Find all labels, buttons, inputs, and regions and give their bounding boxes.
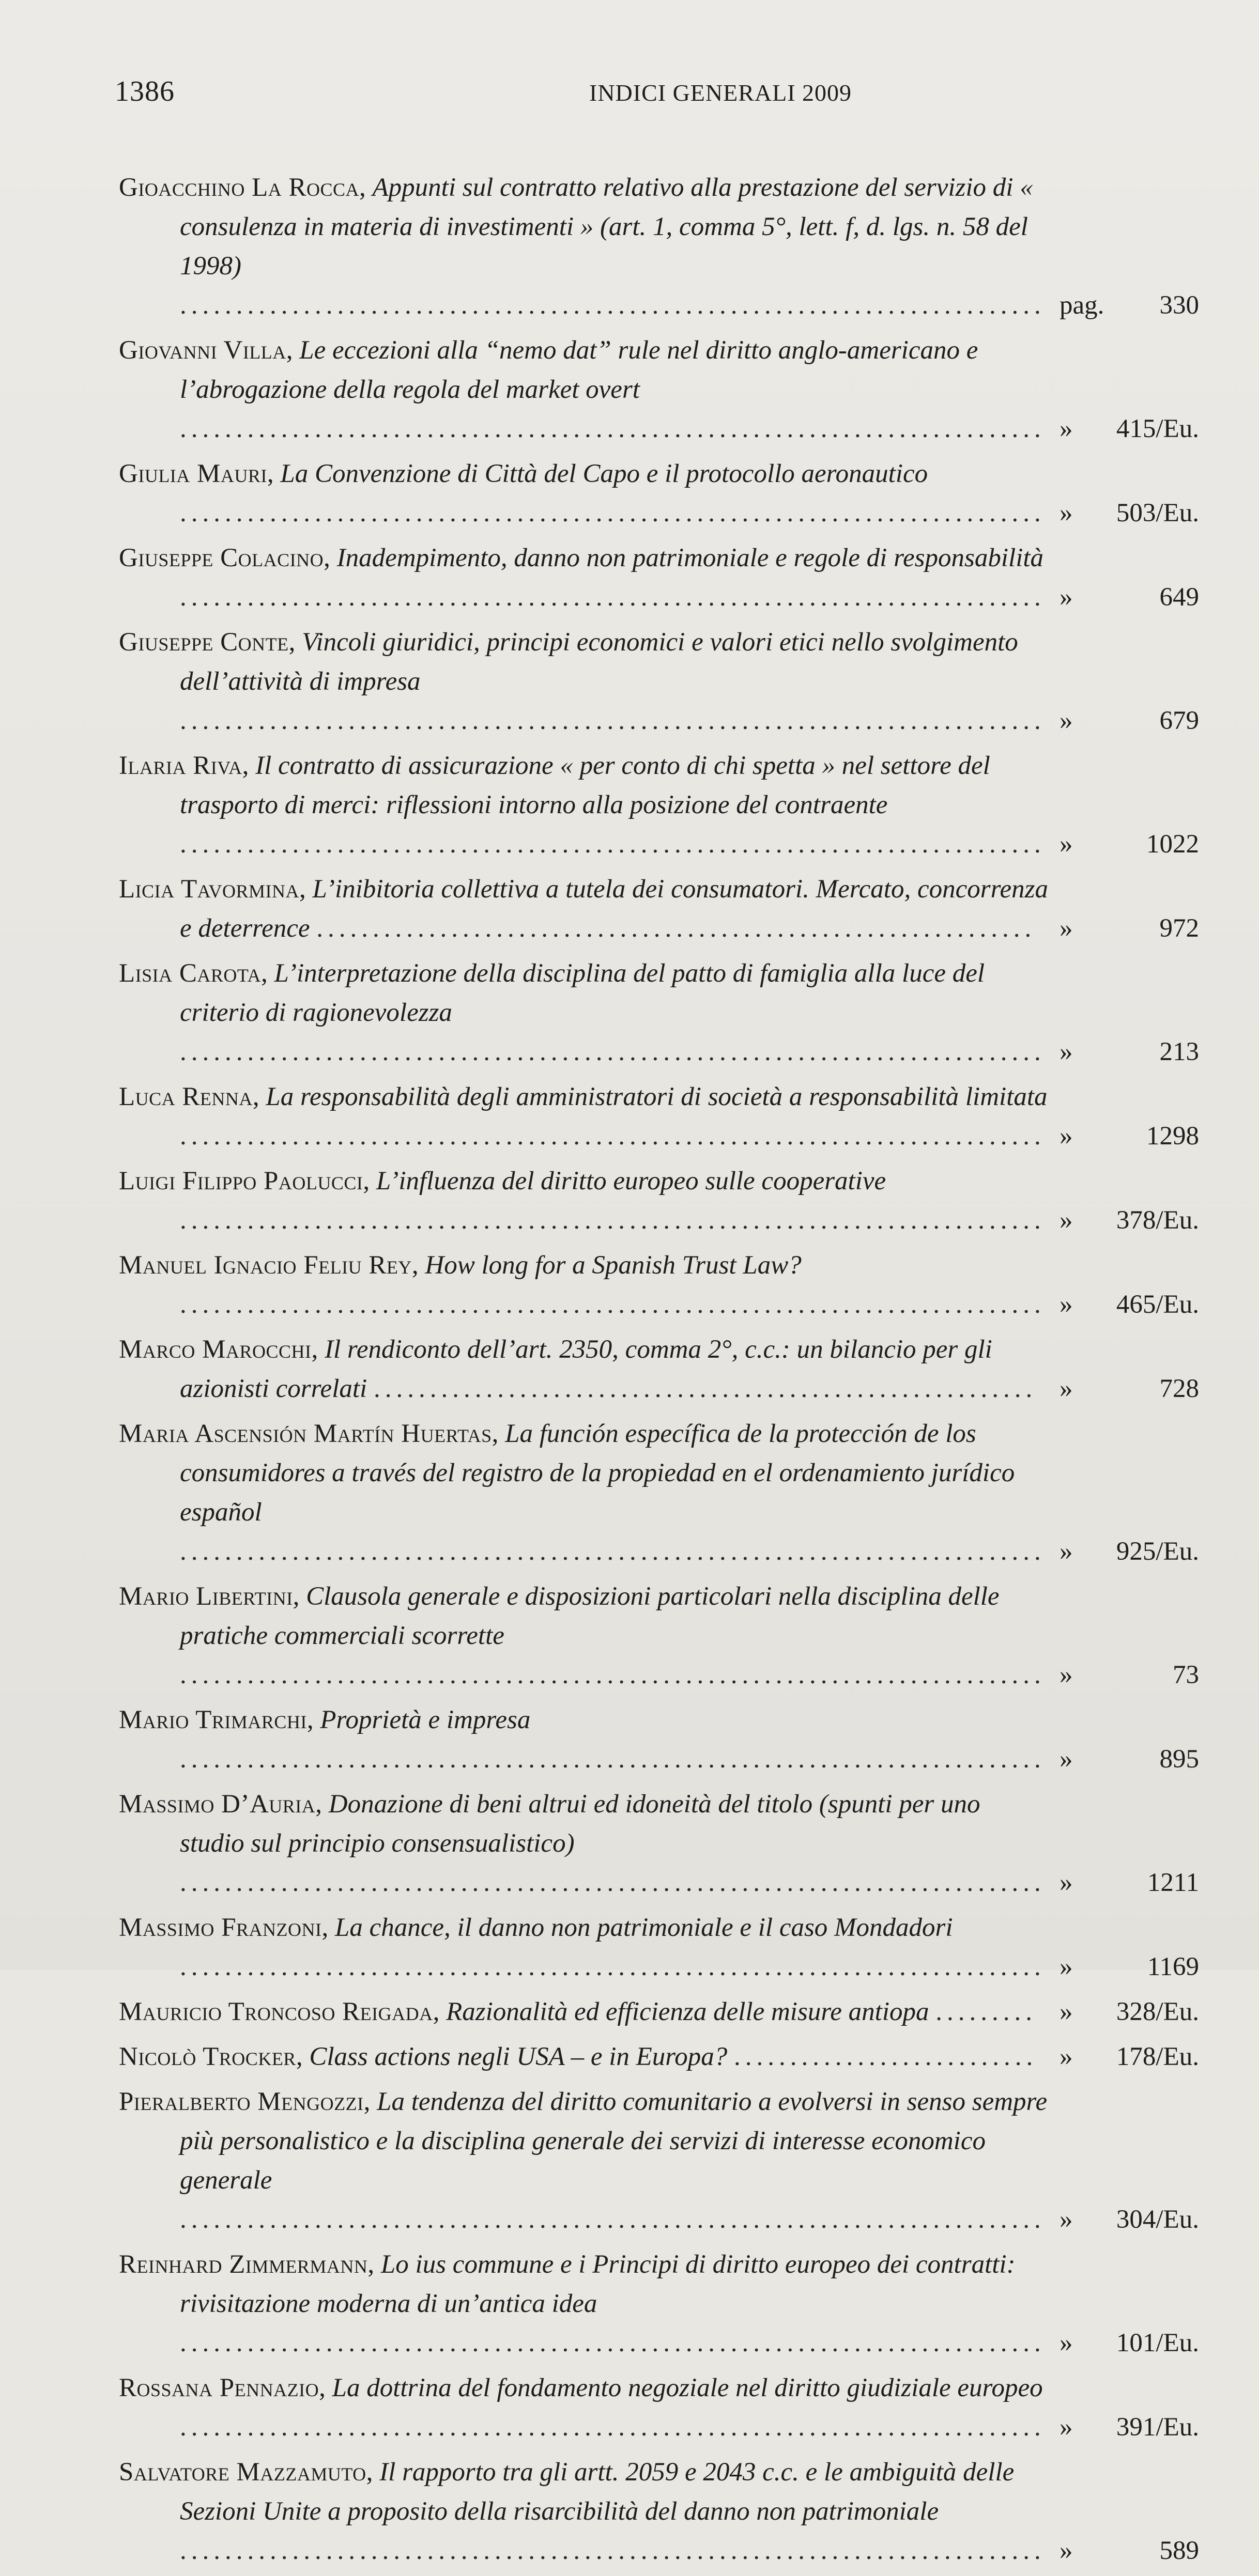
- dot-leader: .............................................................................: [180, 1868, 1046, 1897]
- entry-text: Ilaria Riva, Il contratto di assicurazione « per conto di chi spetta » nel settore del trasporto di merci: riflessioni intorno alla posizione del contraente .............................................................................: [119, 751, 1046, 859]
- index-entry: [119, 1077, 1199, 1156]
- entry-text: Mario Libertini, Clausola generale e disposizioni particolari nella disciplina delle pratiche commerciali scorrette .............................................................................: [119, 1582, 1046, 1689]
- ditto-mark: »: [1060, 1745, 1073, 1774]
- ditto-mark: »: [1060, 2042, 1073, 2071]
- page-reference: [1054, 1032, 1199, 1072]
- index-entry: [119, 1161, 1199, 1240]
- page-reference: [1054, 2323, 1199, 2363]
- entry-title: La tendenza del diritto comunitario a evolversi in senso sempre più personalistico e la disciplina generale dei servizi di interesse economico generale: [180, 2087, 1048, 2195]
- ditto-mark: »: [1060, 1037, 1073, 1066]
- entry-title: Proprietà e impresa: [320, 1705, 531, 1734]
- dot-leader: .............................................................................: [180, 291, 1046, 320]
- entry-title: Vincoli giuridici, principi economici e valori etici nello svolgimento dell’attività di impresa: [180, 628, 1018, 696]
- ditto-mark: »: [1060, 499, 1073, 527]
- page-number-ref: 391/Eu.: [1116, 2413, 1199, 2442]
- index-entry: [119, 2368, 1199, 2447]
- page-reference: [1054, 578, 1199, 617]
- entry-author: Licia Tavormina: [119, 875, 299, 904]
- index-entry: [119, 1784, 1199, 1902]
- page-reference: [1054, 1285, 1199, 1324]
- entry-text: Pieralberto Mengozzi, La tendenza del diritto comunitario a evolversi in senso sempre più personalistico e la disciplina generale dei servizi di interesse economico generale .............................................................................: [119, 2087, 1048, 2234]
- index-entry: [119, 2453, 1199, 2570]
- page-reference: [1054, 2408, 1199, 2447]
- dot-leader: .............................................................................: [180, 706, 1046, 735]
- entry-author: Ilaria Riva: [119, 751, 242, 780]
- index-entry: [119, 870, 1199, 948]
- dot-leader: ...........................................................: [373, 1374, 1037, 1403]
- page-number-ref: 213: [1159, 1037, 1199, 1066]
- dot-leader: .............................................................................: [180, 1206, 1046, 1235]
- ditto-mark: »: [1060, 830, 1073, 859]
- index-entries-list: [119, 168, 1199, 2576]
- dot-leader: .............................................................................: [180, 414, 1046, 443]
- index-entry: [119, 1577, 1199, 1695]
- ditto-mark: »: [1060, 1661, 1073, 1689]
- page-reference: [1054, 2531, 1199, 2570]
- ditto-mark: »: [1060, 1122, 1073, 1151]
- index-entry: [119, 1246, 1199, 1324]
- index-entry: [119, 1992, 1199, 2031]
- index-entry: [119, 1414, 1199, 1571]
- page-number-ref: 649: [1159, 583, 1199, 612]
- page-reference: [1054, 1655, 1199, 1695]
- page-header: [0, 75, 1259, 116]
- entry-title: Il contratto di assicurazione « per conto di chi spetta » nel settore del trasporto di merci: riflessioni intorno alla posizione del contraente: [180, 751, 990, 819]
- dot-leader: ...........................: [733, 2042, 1038, 2071]
- ditto-mark: »: [1060, 2329, 1073, 2357]
- page-reference: [1054, 1740, 1199, 1779]
- index-entry: [119, 2245, 1199, 2363]
- ditto-mark: »: [1060, 914, 1073, 943]
- entry-text: Maria Ascensión Martín Huertas, La función específica de la protección de los consumidores a través del registro de la propiedad en el ordenamiento jurídico español .............................................................................: [119, 1419, 1046, 1566]
- entry-author: Reinhard Zimmermann: [119, 2250, 368, 2279]
- page-number-ref: 304/Eu.: [1116, 2205, 1199, 2234]
- dot-leader: ................................................................: [316, 914, 1036, 943]
- entry-author: Giovanni Villa: [119, 336, 286, 365]
- index-entry: [119, 538, 1199, 617]
- page-number-ref: 1211: [1147, 1868, 1199, 1897]
- page-number-ref: 178/Eu.: [1116, 2042, 1199, 2071]
- page-number-ref: 1298: [1146, 1122, 1199, 1151]
- entry-author: Gioacchino La Rocca: [119, 173, 360, 202]
- page-reference: [1054, 409, 1199, 448]
- index-entry: [119, 168, 1199, 325]
- dot-leader: .............................................................................: [180, 583, 1046, 612]
- page-number-ref: 503/Eu.: [1116, 499, 1199, 527]
- page-reference: [1054, 701, 1199, 740]
- index-entry: [119, 954, 1199, 1072]
- index-entry: [119, 2082, 1199, 2239]
- entry-text: Mauricio Troncoso Reigada, Razionalità ed efficienza delle misure antiopa .........: [119, 1997, 1037, 2026]
- page-number-ref: 378/Eu.: [1116, 1206, 1199, 1235]
- entry-title: L’influenza del diritto europeo sulle cooperative: [376, 1167, 886, 1196]
- entry-author: Lisia Carota: [119, 959, 262, 988]
- entry-title: Class actions negli USA – e in Europa?: [309, 2042, 728, 2071]
- ditto-mark: »: [1060, 1374, 1073, 1403]
- entry-title: La función específica de la protección de los consumidores a través del registro de la propiedad en el ordenamiento jurídico español: [180, 1419, 1015, 1527]
- entry-title: La Convenzione di Città del Capo e il protocollo aeronautico: [280, 459, 928, 488]
- index-entry: [119, 623, 1199, 740]
- entry-author: Salvatore Mazzamuto: [119, 2458, 366, 2487]
- ditto-mark: »: [1060, 414, 1073, 443]
- entry-text: Luca Renna, La responsabilità degli amministratori di società a responsabilità limitata .............................................................................: [119, 1082, 1048, 1151]
- entry-title: Il rapporto tra gli artt. 2059 e 2043 c.c. e le ambiguità delle Sezioni Unite a proposito della risarcibilità del danno non patrimoniale: [180, 2458, 1015, 2526]
- entry-title: Razionalità ed efficienza delle misure antiopa: [446, 1997, 929, 2026]
- entry-author: Manuel Ignacio Feliu Rey: [119, 1251, 412, 1280]
- entry-text: Massimo Franzoni, La chance, il danno non patrimoniale e il caso Mondadori .............................................................................: [119, 1913, 1046, 1981]
- dot-leader: .............................................................................: [180, 2205, 1046, 2234]
- index-entry: [119, 331, 1199, 448]
- page-number-ref: 728: [1159, 1374, 1199, 1403]
- page-reference: [1054, 1947, 1199, 1987]
- page-reference: [1054, 2037, 1199, 2076]
- entry-text: Marco Marocchi, Il rendiconto dell’art. 2350, comma 2°, c.c.: un bilancio per gli azionisti correlati ...........................................................: [119, 1335, 1037, 1403]
- ditto-mark: »: [1060, 1997, 1073, 2026]
- entry-author: Marco Marocchi: [119, 1335, 312, 1364]
- entry-text: Mario Trimarchi, Proprietà e impresa .............................................................................: [119, 1705, 1046, 1774]
- entry-text: Giuseppe Conte, Vincoli giuridici, principi economici e valori etici nello svolgimento dell’attività di impresa .............................................................................: [119, 628, 1046, 735]
- dot-leader: .............................................................................: [180, 2536, 1046, 2565]
- entry-title: La responsabilità degli amministratori di società a responsabilità limitata: [266, 1082, 1048, 1111]
- ditto-mark: pag.: [1060, 291, 1104, 320]
- entry-text: Reinhard Zimmermann, Lo ius commune e i Principi di diritto europeo dei contratti: rivisitazione moderna di un’antica idea .............................................................................: [119, 2250, 1046, 2357]
- entry-text: Luigi Filippo Paolucci, L’influenza del diritto europeo sulle cooperative .............................................................................: [119, 1167, 1046, 1235]
- entry-text: Licia Tavormina, L’inibitoria collettiva a tutela dei consumatori. Mercato, concorrenza e deterrence ................................................................: [119, 875, 1049, 943]
- entry-title: Clausola generale e disposizioni particolari nella disciplina delle pratiche commerciali scorrette: [180, 1582, 1000, 1650]
- page-number-ref: 972: [1159, 914, 1199, 943]
- entry-author: Mario Libertini: [119, 1582, 293, 1611]
- entry-title: L’inibitoria collettiva a tutela dei consumatori. Mercato, concorrenza e deterrence: [180, 875, 1049, 943]
- entry-author: Luigi Filippo Paolucci: [119, 1167, 363, 1196]
- ditto-mark: »: [1060, 1537, 1073, 1566]
- entry-title: Appunti sul contratto relativo alla prestazione del servizio di « consulenza in materia di investimenti » (art. 1, comma 5°, lett. f, d. lgs. n. 58 del 1998): [180, 173, 1033, 281]
- page-reference: [1054, 493, 1199, 533]
- entry-author: Giuseppe Conte: [119, 628, 289, 657]
- index-entry: [119, 746, 1199, 864]
- index-entry: [119, 454, 1199, 533]
- ditto-mark: »: [1060, 1290, 1073, 1319]
- entry-author: Giuseppe Colacino: [119, 544, 324, 572]
- page-reference: [1054, 2200, 1199, 2239]
- page-reference: [1054, 286, 1199, 325]
- entry-text: Gioacchino La Rocca, Appunti sul contratto relativo alla prestazione del servizio di « consulenza in materia di investimenti » (art. 1, comma 5°, lett. f, d. lgs. n. 58 del 1998) .............................................................................: [119, 173, 1046, 320]
- dot-leader: .............................................................................: [180, 830, 1046, 859]
- entry-author: Luca Renna: [119, 1082, 253, 1111]
- entry-text: Lisia Carota, L’interpretazione della disciplina del patto di famiglia alla luce del criterio di ragionevolezza .............................................................................: [119, 959, 1046, 1066]
- page-reference: [1054, 1992, 1199, 2031]
- entry-author: Nicolò Trocker: [119, 2042, 296, 2071]
- entry-author: Rossana Pennazio: [119, 2373, 319, 2402]
- page-reference: [1054, 825, 1199, 864]
- index-entry: [119, 1330, 1199, 1408]
- ditto-mark: »: [1060, 1206, 1073, 1235]
- dot-leader: .............................................................................: [180, 1952, 1046, 1981]
- index-entry: [119, 1700, 1199, 1779]
- ditto-mark: »: [1060, 706, 1073, 735]
- entry-author: Maria Ascensión Martín Huertas: [119, 1419, 492, 1448]
- entry-author: Giulia Mauri: [119, 459, 267, 488]
- ditto-mark: »: [1060, 583, 1073, 612]
- dot-leader: .............................................................................: [180, 1037, 1046, 1066]
- ditto-mark: »: [1060, 2536, 1073, 2565]
- running-title: INDICI GENERALI 2009: [589, 80, 852, 106]
- page-number-ref: 328/Eu.: [1116, 1997, 1199, 2026]
- ditto-mark: »: [1060, 2413, 1073, 2442]
- entry-text: Manuel Ignacio Feliu Rey, How long for a Spanish Trust Law? .............................................................................: [119, 1251, 1046, 1319]
- page-number-ref: 415/Eu.: [1116, 414, 1199, 443]
- page-number-ref: 679: [1159, 706, 1199, 735]
- ditto-mark: »: [1060, 1952, 1073, 1981]
- entry-title: How long for a Spanish Trust Law?: [425, 1251, 802, 1280]
- entry-title: Inadempimento, danno non patrimoniale e regole di responsabilità: [336, 544, 1044, 572]
- entry-author: Mario Trimarchi: [119, 1705, 307, 1734]
- dot-leader: .............................................................................: [180, 2329, 1046, 2357]
- index-entry: [119, 2037, 1199, 2076]
- dot-leader: .............................................................................: [180, 1661, 1046, 1689]
- page-number-ref: 589: [1159, 2536, 1199, 2565]
- entry-text: Salvatore Mazzamuto, Il rapporto tra gli artt. 2059 e 2043 c.c. e le ambiguità delle Sezioni Unite a proposito della risarcibilità del danno non patrimoniale .............................................................................: [119, 2458, 1046, 2565]
- entry-author: Massimo D’Auria: [119, 1790, 316, 1819]
- entry-author: Mauricio Troncoso Reigada: [119, 1997, 433, 2026]
- dot-leader: .............................................................................: [180, 1537, 1046, 1566]
- page-number: 1386: [115, 75, 175, 107]
- entry-title: Donazione di beni altrui ed idoneità del titolo (spunti per uno studio sul principio consensualistico): [180, 1790, 980, 1858]
- page-number-ref: 101/Eu.: [1116, 2329, 1199, 2357]
- page-number-ref: 73: [1173, 1661, 1199, 1689]
- dot-leader: .............................................................................: [180, 2413, 1046, 2442]
- page-reference: [1054, 1863, 1199, 1902]
- entry-author: Massimo Franzoni: [119, 1913, 322, 1942]
- entry-text: Rossana Pennazio, La dottrina del fondamento negoziale nel diritto giudiziale europeo .............................................................................: [119, 2373, 1046, 2442]
- entry-title: Il rendiconto dell’art. 2350, comma 2°, c.c.: un bilancio per gli azionisti correlati: [180, 1335, 992, 1403]
- page-number-ref: 1169: [1147, 1952, 1199, 1981]
- page-reference: [1054, 1201, 1199, 1240]
- page-reference: [1054, 1369, 1199, 1408]
- ditto-mark: »: [1060, 2205, 1073, 2234]
- page-number-ref: 1022: [1146, 830, 1199, 859]
- dot-leader: .............................................................................: [180, 499, 1046, 527]
- dot-leader: .........: [935, 1997, 1037, 2026]
- page-number-ref: 925/Eu.: [1116, 1537, 1199, 1566]
- entry-text: Giuseppe Colacino, Inadempimento, danno non patrimoniale e regole di responsabilità .............................................................................: [119, 544, 1046, 612]
- dot-leader: .............................................................................: [180, 1122, 1046, 1151]
- page-reference: [1054, 1116, 1199, 1156]
- page-number-ref: 895: [1159, 1745, 1199, 1774]
- entry-title: La dottrina del fondamento negoziale nel diritto giudiziale europeo: [332, 2373, 1043, 2402]
- entry-text: Giovanni Villa, Le eccezioni alla “nemo dat” rule nel diritto anglo-americano e l’abrogazione della regola del market overt .............................................................................: [119, 336, 1046, 443]
- entry-title: Lo ius commune e i Principi di diritto europeo dei contratti: rivisitazione moderna di un’antica idea: [180, 2250, 1016, 2318]
- index-entry: [119, 1908, 1199, 1987]
- page-number-ref: 330: [1159, 291, 1199, 320]
- entry-title: La chance, il danno non patrimoniale e il caso Mondadori: [334, 1913, 953, 1942]
- entry-title: L’interpretazione della disciplina del patto di famiglia alla luce del criterio di ragionevolezza: [180, 959, 985, 1027]
- dot-leader: .............................................................................: [180, 1745, 1046, 1774]
- entry-author: Pieralberto Mengozzi: [119, 2087, 364, 2116]
- page-reference: [1054, 909, 1199, 948]
- entry-text: Nicolò Trocker, Class actions negli USA – e in Europa? ...........................: [119, 2042, 1038, 2071]
- entry-title: Le eccezioni alla “nemo dat” rule nel diritto anglo-americano e l’abrogazione della regola del market overt: [180, 336, 978, 404]
- page-reference: [1054, 1532, 1199, 1571]
- entry-text: Massimo D’Auria, Donazione di beni altrui ed idoneità del titolo (spunti per uno studio sul principio consensualistico) .............................................................................: [119, 1790, 1046, 1897]
- ditto-mark: »: [1060, 1868, 1073, 1897]
- dot-leader: .............................................................................: [180, 1290, 1046, 1319]
- entry-text: Giulia Mauri, La Convenzione di Città del Capo e il protocollo aeronautico .............................................................................: [119, 459, 1046, 527]
- page-number-ref: 465/Eu.: [1116, 1290, 1199, 1319]
